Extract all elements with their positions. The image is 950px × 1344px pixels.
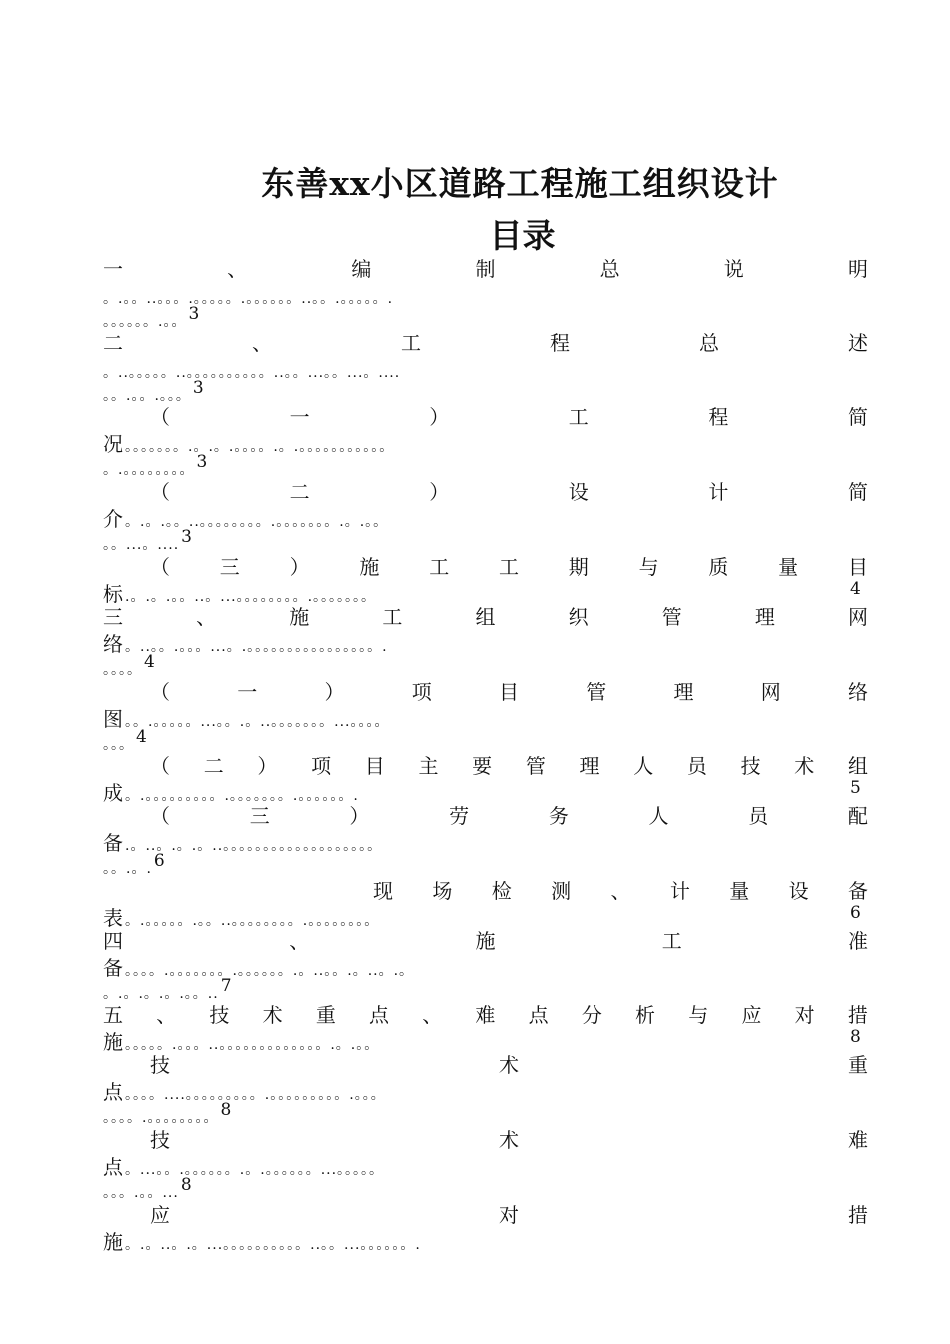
toc-heading-char: 、 xyxy=(422,1003,443,1027)
toc-entry-lead-char: 络 xyxy=(103,632,124,656)
toc-heading-char: 简 xyxy=(847,405,868,429)
toc-page-number[interactable]: 8 xyxy=(850,1027,861,1047)
toc-dot-leader: 。.。.。.。.。。.. xyxy=(103,986,219,1002)
toc-heading-char: 工 xyxy=(661,929,682,953)
toc-heading-char: 难 xyxy=(475,1003,496,1027)
toc-heading-char: 制 xyxy=(475,257,496,281)
toc-dot-leader: 。。。。。。。.。.。.。。。。.。.。。。。。。。。。。。 xyxy=(125,439,395,455)
toc-heading-char: 、 xyxy=(252,331,272,355)
toc-heading-char: 络 xyxy=(848,680,868,704)
toc-page-number[interactable]: 5 xyxy=(850,778,861,798)
toc-heading-char: ） xyxy=(429,480,450,504)
toc-dot-leader: 。..。。。。。..。。。。。。。。。。..。。...。。...。.... xyxy=(103,365,401,381)
toc-heading-char: 组 xyxy=(847,754,868,778)
toc-heading-char: 技 xyxy=(209,1003,230,1027)
toc-entry-lead-char: 介 xyxy=(103,507,124,531)
toc-entry-lead-char: 况 xyxy=(103,432,124,456)
toc-entry-lead-char: 备 xyxy=(103,831,124,855)
toc-heading-char: 量 xyxy=(729,879,750,903)
toc-heading-char: 术 xyxy=(262,1003,283,1027)
toc-heading-char: 织 xyxy=(568,605,589,629)
toc-heading-char: 目 xyxy=(499,680,519,704)
toc-dot-leader: 。.。。。。。.。。..。。。。。。。。.。。。。。。。。 xyxy=(125,913,380,929)
toc-page-number[interactable]: 4 xyxy=(144,652,155,672)
toc-heading-char: 一 xyxy=(237,680,258,704)
toc-heading-char: 现 xyxy=(373,879,393,903)
toc-heading-char: 三 xyxy=(249,804,270,828)
toc-heading-char: 组 xyxy=(475,605,496,629)
toc-dot-leader: .。.。.。。..。...。。。。。。。。.。。。。。。。 xyxy=(125,589,377,605)
toc-entry-lead-char: 备 xyxy=(103,956,124,980)
toc-entry-lead-char: 标 xyxy=(103,582,124,606)
toc-heading-char: 主 xyxy=(418,754,439,778)
toc-heading-char: 理 xyxy=(673,680,694,704)
toc-dot-leader: 。.。。。。。。。。 xyxy=(103,462,195,478)
toc-entry-heading[interactable] xyxy=(103,928,868,954)
toc-entry-heading[interactable] xyxy=(150,1202,868,1228)
toc-heading-char: 技 xyxy=(740,754,761,778)
toc-heading-char: 对 xyxy=(794,1003,815,1027)
toc-entry-heading[interactable] xyxy=(373,878,868,904)
toc-heading-char: 术 xyxy=(794,754,815,778)
toc-heading-char: 术 xyxy=(499,1128,519,1152)
toc-page-number[interactable]: 3 xyxy=(192,378,204,398)
toc-heading-char: 应 xyxy=(741,1003,762,1027)
toc-heading-char: 要 xyxy=(472,754,493,778)
toc-dot-leader: 。。.。。.。。。 xyxy=(103,388,191,404)
toc-heading-char: 分 xyxy=(581,1003,602,1027)
toc-heading-char: 措 xyxy=(848,1203,868,1227)
toc-heading-char: 重 xyxy=(848,1053,868,1077)
toc-heading-char: 程 xyxy=(708,405,729,429)
toc-page-number[interactable]: 3 xyxy=(196,452,208,472)
toc-heading-char: 二 xyxy=(103,331,123,355)
toc-heading-char: 员 xyxy=(686,754,707,778)
toc-dot-leader: 。。。。 xyxy=(103,662,142,678)
toc-heading-char: ） xyxy=(289,555,310,579)
toc-page-number[interactable]: 3 xyxy=(188,304,200,324)
toc-heading-char: 管 xyxy=(661,605,682,629)
toc-entry-lead-char: 成 xyxy=(103,781,124,805)
toc-heading-char: （ xyxy=(150,804,170,828)
toc-heading-char: 测 xyxy=(551,879,572,903)
toc-heading-char: 措 xyxy=(847,1003,868,1027)
toc-heading-char: 工 xyxy=(382,605,403,629)
toc-heading-char: 质 xyxy=(708,555,729,579)
toc-entry-heading[interactable] xyxy=(150,1127,868,1153)
toc-page-number[interactable]: 4 xyxy=(136,727,147,747)
toc-heading-char: 务 xyxy=(548,804,569,828)
toc-entry-lead-char: 点 xyxy=(103,1155,124,1179)
toc-heading-char: 准 xyxy=(848,929,868,953)
toc-heading-char: （ xyxy=(150,480,170,504)
toc-heading-char: 计 xyxy=(708,480,729,504)
toc-heading-char: 、 xyxy=(156,1003,177,1027)
toc-heading-char: 编 xyxy=(351,257,372,281)
toc-page-number[interactable]: 4 xyxy=(850,579,861,599)
toc-heading-char: 说 xyxy=(723,257,744,281)
toc-heading-char: 管 xyxy=(525,754,546,778)
toc-heading-char: 项 xyxy=(411,680,432,704)
toc-heading-char: 劳 xyxy=(449,804,470,828)
toc-heading-char: 五 xyxy=(103,1003,123,1027)
toc-entry-heading[interactable] xyxy=(103,256,868,282)
toc-entry-lead-char: 表 xyxy=(103,906,124,930)
toc-heading-char: 三 xyxy=(219,555,240,579)
document-subtitle: 目录 xyxy=(489,216,556,255)
toc-heading-char: 点 xyxy=(528,1003,549,1027)
toc-heading-char: 点 xyxy=(369,1003,390,1027)
toc-dot-leader: 。。。。。。.。。 xyxy=(103,314,187,330)
toc-heading-char: 程 xyxy=(550,331,570,355)
toc-entry-heading[interactable] xyxy=(103,330,868,356)
toc-heading-char: 术 xyxy=(499,1053,519,1077)
toc-heading-char: 技 xyxy=(150,1053,170,1077)
toc-heading-char: 理 xyxy=(579,754,600,778)
toc-heading-char: 期 xyxy=(568,555,589,579)
toc-heading-char: （ xyxy=(150,754,170,778)
toc-dot-leader: 。。.。。。。。...。。.。..。。。。。。。...。。。。 xyxy=(125,714,390,730)
toc-heading-char: 、 xyxy=(196,605,217,629)
toc-page-number[interactable]: 8 xyxy=(220,1100,232,1120)
toc-heading-char: 、 xyxy=(289,929,310,953)
toc-entry-lead-char: 图 xyxy=(103,707,124,731)
toc-heading-char: 、 xyxy=(610,879,631,903)
toc-heading-char: 人 xyxy=(648,804,669,828)
toc-dot-leader: 。。。.。。... xyxy=(103,1185,179,1201)
toc-page-number[interactable]: 7 xyxy=(220,976,232,996)
toc-dot-leader: 。..。。.。。。...。.。。。。。。。。。。。。。。。。. xyxy=(125,639,388,655)
toc-page-number[interactable]: 8 xyxy=(180,1175,192,1195)
toc-entry-lead-char: 施 xyxy=(103,1030,124,1054)
toc-heading-char: 对 xyxy=(499,1203,519,1227)
toc-heading-char: 计 xyxy=(669,879,690,903)
toc-heading-char: 、 xyxy=(227,257,248,281)
toc-heading-char: 工 xyxy=(401,331,421,355)
toc-dot-leader: 。。。 xyxy=(103,737,134,753)
toc-entry-heading[interactable] xyxy=(150,554,868,580)
toc-heading-char: 管 xyxy=(586,680,607,704)
toc-heading-char: 设 xyxy=(568,480,589,504)
toc-heading-char: 总 xyxy=(599,257,620,281)
toc-entry-lead-char: 点 xyxy=(103,1080,124,1104)
toc-heading-char: 总 xyxy=(699,331,719,355)
toc-heading-char: 应 xyxy=(150,1203,170,1227)
toc-heading-char: ） xyxy=(257,754,278,778)
toc-heading-char: ） xyxy=(324,680,345,704)
toc-heading-char: 简 xyxy=(847,480,868,504)
toc-dot-leader: 。。。。....。。。。。。。。。.。。。。。。。。。.。。。 xyxy=(125,1087,386,1103)
toc-heading-char: 二 xyxy=(203,754,224,778)
toc-heading-char: 目 xyxy=(847,555,868,579)
toc-dot-leader: 。...。。.。。。。。。.。.。。。。。。...。。。。。 xyxy=(125,1162,385,1178)
toc-dot-leader: 。.。。..。。。.。。。。。.。。。。。。..。。.。。。。。. xyxy=(103,291,394,307)
toc-heading-char: 施 xyxy=(289,605,310,629)
toc-heading-char: 四 xyxy=(103,929,123,953)
toc-heading-char: （ xyxy=(150,680,170,704)
toc-entry-heading[interactable] xyxy=(150,1052,868,1078)
toc-heading-char: 备 xyxy=(848,879,868,903)
toc-page-number[interactable]: 3 xyxy=(181,527,192,547)
toc-heading-char: 工 xyxy=(568,405,589,429)
toc-entry-heading[interactable] xyxy=(150,679,868,705)
toc-heading-char: ） xyxy=(349,804,370,828)
toc-heading-char: 一 xyxy=(103,257,123,281)
toc-heading-char: 二 xyxy=(289,480,310,504)
toc-dot-leader: 。.。.。。..。。。。。。。。.。。。。。。。.。.。。 xyxy=(125,514,389,530)
toc-heading-char: 网 xyxy=(760,680,781,704)
toc-dot-leader: 。.。。。。。。。。。.。。。。。。。.。。。。。。. xyxy=(125,788,359,804)
toc-heading-char: 施 xyxy=(359,555,380,579)
toc-entry-heading[interactable] xyxy=(103,604,868,630)
toc-heading-char: 员 xyxy=(748,804,769,828)
toc-page-number[interactable]: 6 xyxy=(850,903,861,923)
toc-dot-leader: 。。。。。.。。。..。。。。。。。。。。。。。.。.。。 xyxy=(125,1037,380,1053)
toc-heading-char: ） xyxy=(429,405,450,429)
toc-dot-leader: 。。。。.。。。。。。。.。。。。。。.。..。。.。..。.。 xyxy=(125,963,415,979)
toc-heading-char: 配 xyxy=(847,804,868,828)
toc-dot-leader: 。.。..。.。...。。。。。。。。。。..。。...。。。。。。. xyxy=(125,1237,421,1253)
toc-heading-char: 工 xyxy=(429,555,450,579)
toc-heading-char: 检 xyxy=(491,879,512,903)
toc-heading-char: 与 xyxy=(638,555,659,579)
toc-heading-char: 理 xyxy=(754,605,775,629)
toc-entry-heading[interactable] xyxy=(150,404,868,430)
toc-heading-char: 述 xyxy=(848,331,868,355)
toc-entry-heading[interactable] xyxy=(150,479,868,505)
toc-heading-char: 工 xyxy=(498,555,519,579)
toc-dot-leader: 。。...。.... xyxy=(103,537,180,553)
toc-heading-char: 析 xyxy=(635,1003,656,1027)
toc-dot-leader: 。。。。.。。。。。。。。 xyxy=(103,1110,219,1126)
toc-heading-char: 明 xyxy=(847,257,868,281)
toc-heading-char: 重 xyxy=(315,1003,336,1027)
toc-heading-char: 目 xyxy=(364,754,385,778)
toc-heading-char: 一 xyxy=(289,405,310,429)
document-title: 东善xx小区道路工程施工组织设计 xyxy=(261,164,779,203)
toc-entry-lead-char: 施 xyxy=(103,1230,124,1254)
toc-heading-char: 网 xyxy=(848,605,868,629)
toc-heading-char: 三 xyxy=(103,605,123,629)
toc-heading-char: 技 xyxy=(150,1128,170,1152)
toc-heading-char: 量 xyxy=(778,555,799,579)
toc-heading-char: 难 xyxy=(848,1128,868,1152)
toc-heading-char: 场 xyxy=(432,879,453,903)
toc-heading-char: 项 xyxy=(311,754,332,778)
toc-heading-char: 人 xyxy=(633,754,654,778)
toc-heading-char: 施 xyxy=(475,929,496,953)
toc-heading-char: 设 xyxy=(788,879,809,903)
toc-entry-heading[interactable] xyxy=(103,1002,868,1028)
toc-dot-leader: .。..。.。.。..。。。。。。。。。。。。。。。。。。。 xyxy=(125,838,383,854)
toc-heading-char: （ xyxy=(150,405,170,429)
toc-dot-leader: 。。.。. xyxy=(103,861,152,877)
toc-heading-char: 与 xyxy=(688,1003,709,1027)
toc-entry-heading[interactable] xyxy=(150,803,868,829)
toc-page-number[interactable]: 6 xyxy=(153,851,165,871)
toc-entry-heading[interactable] xyxy=(150,753,868,779)
toc-heading-char: （ xyxy=(150,555,170,579)
